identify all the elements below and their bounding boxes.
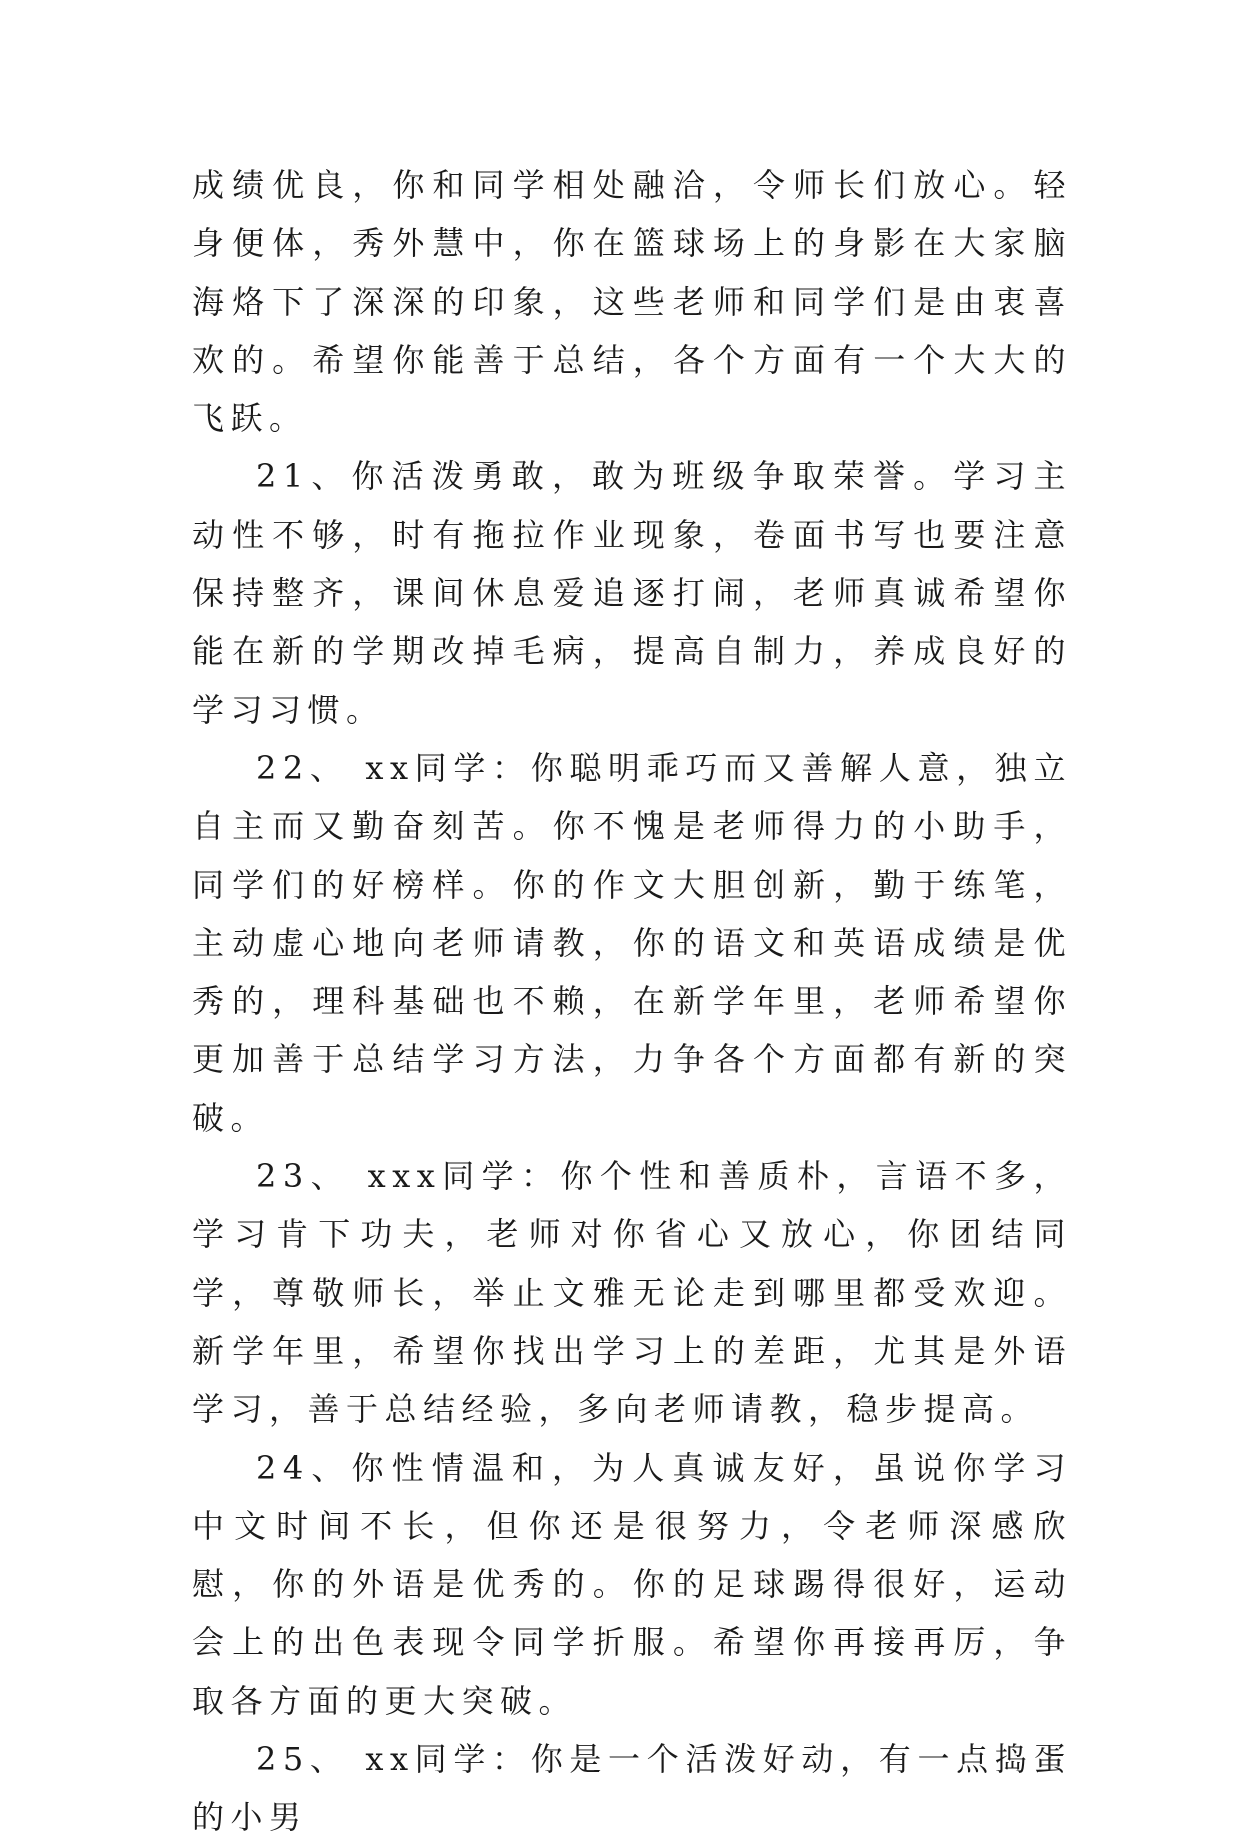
document-body <box>192 156 1072 1847</box>
paragraph-comment-23: 23、 xxx同学：你个性和善质朴，言语不多，学习肯下功夫，老师对你省心又放心，你团结同学，尊敬师长，举止文雅无论走到哪里都受欢迎。新学年里，希望你找出学习上的差距，尤其是外语学习，善于总结经验，多向老师请教，稳步提高。 <box>192 1157 1072 1429</box>
paragraph-comment-22: 22、 xx同学：你聪明乖巧而又善解人意，独立自主而又勤奋刻苦。你不愧是老师得力的小助手，同学们的好榜样。你的作文大胆创新，勤于练笔，主动虚心地向老师请教，你的语文和英语成绩是优秀的，理科基础也不赖，在新学年里，老师希望你更加善于总结学习方法，力争各个方面都有新的突破。 <box>192 748 1072 1137</box>
paragraph-comment-25: 25、 xx同学：你是一个活泼好动，有一点捣蛋的小男 <box>192 1740 1072 1837</box>
paragraph-comment-21: 21、你活泼勇敢，敢为班级争取荣誉。学习主动性不够，时有拖拉作业现象，卷面书写也要注意保持整齐，课间休息爱追逐打闹，老师真诚希望你能在新的学期改掉毛病，提高自制力，养成良好的学习习惯。 <box>192 457 1072 729</box>
paragraph-comment-24: 24、你性情温和，为人真诚友好，虽说你学习中文时间不长，但你还是很努力，令老师深感欣慰，你的外语是优秀的。你的足球踢得很好，运动会上的出色表现令同学折服。希望你再接再厉，争取各方面的更大突破。 <box>192 1448 1072 1720</box>
paragraph-continued: 成绩优良，你和同学相处融洽，令师长们放心。轻身便体，秀外慧中，你在篮球场上的身影在大家脑海烙下了深深的印象，这些老师和同学们是由衷喜欢的。希望你能善于总结，各个方面有一个大大的飞跃。 <box>192 166 1072 438</box>
